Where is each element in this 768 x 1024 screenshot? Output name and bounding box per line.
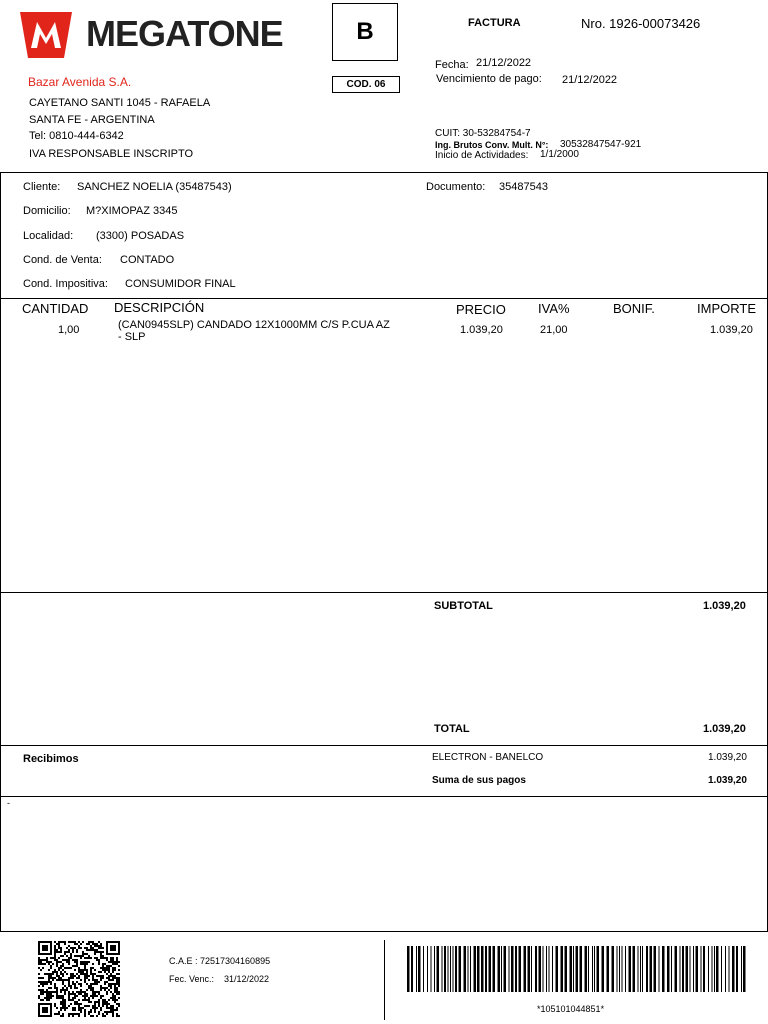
localidad-value: (3300) POSADAS (96, 230, 185, 242)
subtotal-label: SUBTOTAL (434, 600, 493, 612)
cae: C.A.E : 72517304160895 (169, 956, 271, 966)
documento-label: Documento: (426, 181, 486, 193)
col-precio: PRECIO (456, 302, 506, 317)
inicio-label: Inicio de Actividades: (435, 150, 529, 161)
inicio-value: 1/1/2000 (540, 149, 579, 160)
fec-venc-label: Fec. Venc.: (169, 974, 215, 984)
barcode-icon (407, 946, 749, 992)
localidad-label: Localidad: (23, 230, 74, 242)
row-precio: 1.039,20 (460, 324, 503, 336)
cond-venta-value: CONTADO (120, 254, 175, 266)
border-left (0, 172, 1, 932)
company-iva: IVA RESPONSABLE INSCRIPTO (29, 148, 194, 160)
col-cantidad: CANTIDAD (22, 301, 89, 316)
notes-dash: - (7, 798, 10, 808)
company-name: Bazar Avenida S.A. (28, 75, 132, 89)
qr-code-icon (38, 941, 120, 1017)
total-value: 1.039,20 (703, 723, 746, 735)
col-descripcion: DESCRIPCIÓN (114, 300, 205, 315)
cuit: CUIT: 30-53284754-7 (435, 128, 531, 139)
footer-divider (384, 940, 385, 1020)
payment-method: ELECTRON - BANELCO (432, 752, 544, 763)
row-descripcion-2: - SLP (118, 331, 146, 343)
row-importe: 1.039,20 (710, 324, 753, 336)
divider-client-top (0, 172, 768, 173)
venc-value: 21/12/2022 (562, 74, 618, 86)
payment-method-amount: 1.039,20 (708, 752, 747, 763)
recibimos-label: Recibimos (23, 753, 79, 765)
col-iva: IVA% (538, 301, 570, 316)
ing-brutos-label: Ing. Brutos Conv. Mult. N°: (435, 140, 549, 150)
invoice-letter: B (332, 3, 398, 61)
cond-venta-label: Cond. de Venta: (23, 254, 102, 266)
col-importe: IMPORTE (697, 301, 756, 316)
divider-payments-top (0, 745, 768, 746)
ing-brutos-value: 30532847547-921 (560, 139, 642, 150)
doc-type: FACTURA (468, 17, 521, 29)
invoice-code: COD. 06 (332, 76, 400, 93)
divider-table-top (0, 298, 768, 299)
cliente-label: Cliente: (23, 181, 61, 193)
divider-notes-top (0, 796, 768, 797)
megatone-logo-icon (18, 10, 74, 60)
suma-value: 1.039,20 (708, 775, 747, 786)
invoice-number: Nro. 1926-00073426 (581, 16, 701, 31)
cliente-value: SANCHEZ NOELIA (35487543) (77, 181, 232, 193)
row-iva: 21,00 (540, 324, 568, 336)
company-address-2: SANTA FE - ARGENTINA (29, 114, 155, 126)
domicilio-value: M?XIMOPAZ 3345 (86, 205, 178, 217)
divider-totals-top (0, 592, 768, 593)
documento-value: 35487543 (499, 181, 548, 193)
venc-label: Vencimiento de pago: (436, 73, 542, 85)
company-address-1: CAYETANO SANTI 1045 - RAFAELA (29, 97, 211, 109)
row-descripcion-1: (CAN0945SLP) CANDADO 12X1000MM C/S P.CUA AZ (118, 319, 390, 331)
subtotal-value: 1.039,20 (703, 600, 746, 612)
domicilio-label: Domicilio: (23, 205, 71, 217)
suma-label: Suma de sus pagos (432, 775, 526, 786)
fecha-value: 21/12/2022 (476, 57, 532, 69)
row-cantidad: 1,00 (58, 324, 80, 336)
total-label: TOTAL (434, 723, 470, 735)
cond-imp-label: Cond. Impositiva: (23, 278, 108, 290)
fecha-label: Fecha: (435, 59, 469, 71)
brand-name: MEGATONE (86, 13, 283, 54)
cond-imp-value: CONSUMIDOR FINAL (125, 278, 236, 290)
barcode-text: *105101044851* (537, 1004, 605, 1014)
fec-venc-value: 31/12/2022 (224, 974, 270, 984)
company-tel: Tel: 0810-444-6342 (29, 130, 124, 142)
col-bonif: BONIF. (613, 301, 655, 316)
divider-footer-top (0, 931, 768, 932)
